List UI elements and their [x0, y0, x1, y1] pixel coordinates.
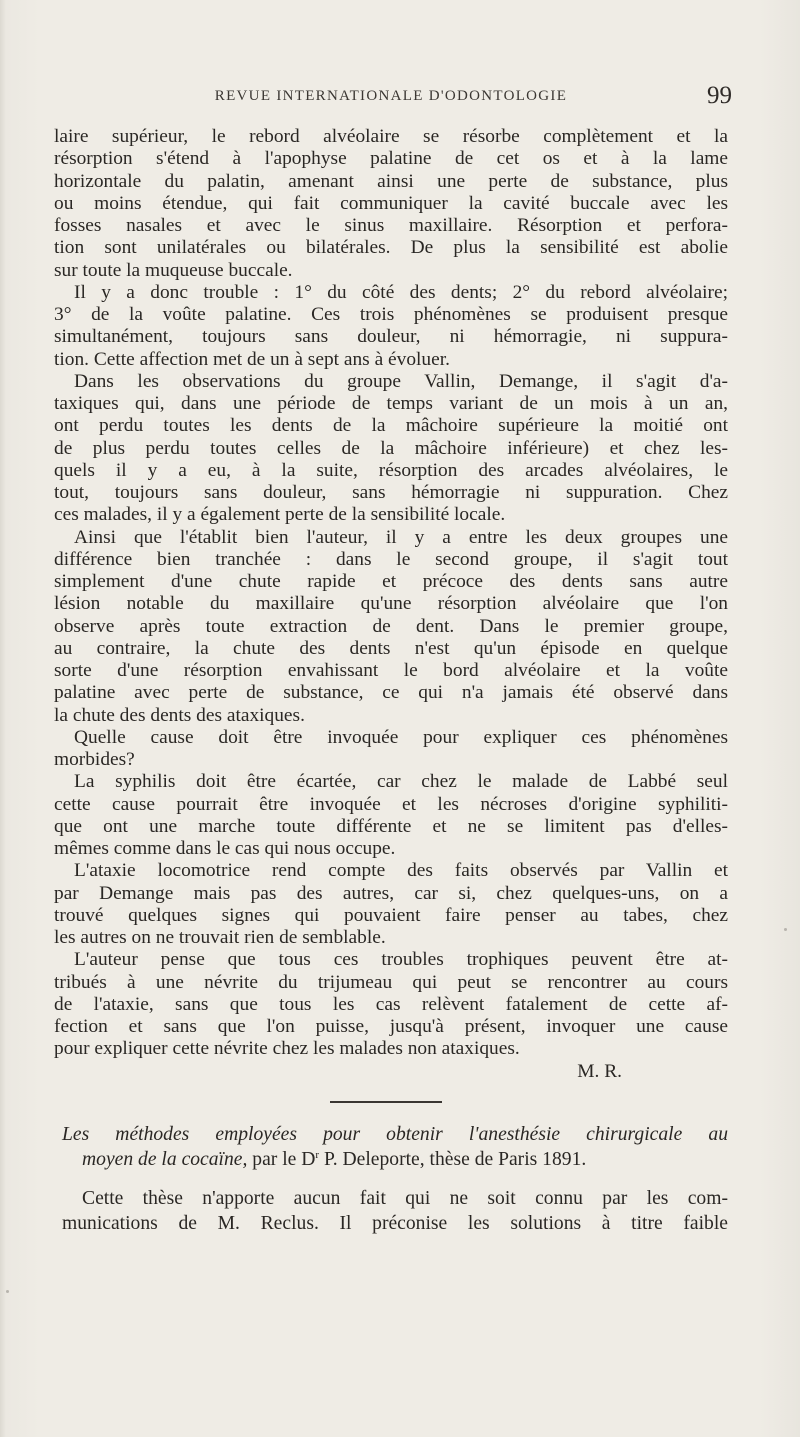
review-citation	[62, 1147, 728, 1172]
citation-details: P. Deleporte, thèse de Paris 1891.	[319, 1149, 587, 1170]
text-line: fosses nasales et avec le sinus maxillaire. Résorption et perfora-	[54, 215, 728, 236]
text-line: ces malades, il y a également perte de la sensibilité locale.	[54, 504, 506, 526]
text-line: tout, toujours sans douleur, sans hémorragie ni suppuration. Chez	[54, 482, 728, 503]
text-line: cette cause pourrait être invoquée et les nécroses d'origine syphiliti-	[54, 793, 728, 815]
text-line: 3° de la voûte palatine. Ces trois phénomènes se produisent presque	[54, 304, 728, 325]
text-line: observe après toute extraction de dent. Dans le premier groupe,	[54, 615, 728, 637]
review-title: Les méthodes employées pour obtenir l'anesthésie chirurgicale au	[62, 1124, 728, 1145]
citation-author-prefix: par le D	[247, 1149, 316, 1170]
text-line: mêmes comme dans le cas qui nous occupe.	[54, 838, 396, 859]
text-line: par Demange mais pas des autres, car si, chez quelques-uns, on a	[54, 882, 728, 904]
text-line: munications de M. Reclus. Il préconise les solutions à titre faible	[62, 1213, 728, 1234]
text-line: sorte d'une résorption envahissant le bord alvéolaire et la voûte	[54, 660, 728, 681]
text-line: les autres on ne trouvait rien de semblable.	[54, 927, 386, 948]
text-line: simplement d'une chute rapide et précoce des dents sans autre	[54, 571, 728, 592]
text-line: sur toute la muqueuse buccale.	[54, 259, 293, 281]
text-line: Quelle cause doit être invoquée pour expliquer ces phénomènes	[74, 726, 728, 748]
text-line: Ainsi que l'établit bien l'auteur, il y a entre les deux groupes une	[74, 526, 728, 548]
text-line: palatine avec perte de substance, ce qui n'a jamais été observé dans	[54, 682, 728, 704]
section-divider	[330, 1101, 442, 1103]
text-line: simultanément, toujours sans douleur, ni hémorragie, ni suppura-	[54, 326, 728, 348]
text-line: pour expliquer cette névrite chez les malades non ataxiques.	[54, 1038, 520, 1060]
text-line: de l'ataxie, sans que tous les cas relèvent fatalement de cette af-	[54, 993, 728, 1015]
text-line: que ont une marche toute différente et ne se limitent pas d'elles-	[54, 815, 728, 837]
text-line: horizontale du palatin, amenant ainsi une perte de substance, plus	[54, 170, 728, 192]
text-line: Dans les observations du groupe Vallin, Demange, il s'agit d'a-	[74, 370, 728, 392]
doctor-superscript: r	[315, 1149, 320, 1161]
text-line: tion sont unilatérales ou bilatérales. De plus la sensibilité est abolie	[54, 237, 728, 259]
page-header	[54, 82, 732, 116]
paper-speck	[6, 1290, 9, 1293]
text-line: ou moins étendue, qui fait communiquer la cavité buccale avec les	[54, 192, 728, 214]
text-line: morbides?	[54, 749, 135, 770]
text-line: laire supérieur, le rebord alvéolaire se résorbe complètement et la	[54, 126, 728, 147]
text-line: tribués à une névrite du trijumeau qui peut se rencontrer au cours	[54, 971, 728, 993]
text-line: tion. Cette affection met de un à sept ans à évoluer.	[54, 348, 450, 370]
text-line: ont perdu toutes les dents de la mâchoire supérieure la moitié ont	[54, 415, 728, 437]
review-title-end: moyen de la cocaïne,	[82, 1149, 248, 1170]
text-line: résorption s'étend à l'apophyse palatine de cet os et à la lame	[54, 148, 728, 170]
text-line: Cette thèse n'apporte aucun fait qui ne soit connu par les com-	[82, 1188, 728, 1209]
running-head: REVUE INTERNATIONALE D'ODONTOLOGIE	[214, 88, 568, 104]
book-review	[62, 1122, 728, 1236]
text-line: au contraire, la chute des dents n'est qu'un épisode en quelque	[54, 637, 728, 659]
page-number: 99	[707, 82, 732, 109]
signature: M. R.	[577, 1060, 622, 1082]
text-line: trouvé quelques signes qui pouvaient faire penser au tabes, chez	[54, 904, 728, 926]
article-body	[54, 126, 728, 1083]
text-line: taxiques qui, dans une période de temps variant de un mois à un an,	[54, 393, 728, 414]
text-line: lésion notable du maxillaire qu'une résorption alvéolaire que l'on	[54, 593, 728, 615]
text-line: différence bien tranchée : dans le second groupe, il s'agit tout	[54, 548, 728, 570]
text-line: de plus perdu toutes celles de la mâchoire inférieure) et chez les-	[54, 437, 728, 459]
text-line: fection et sans que l'on puisse, jusqu'à présent, invoquer une cause	[54, 1016, 728, 1037]
text-line: Il y a donc trouble : 1° du côté des dents; 2° du rebord alvéolaire;	[74, 281, 728, 303]
text-line: L'auteur pense que tous ces troubles trophiques peuvent être at-	[74, 949, 728, 971]
spacer	[62, 1172, 728, 1186]
paper-speck	[784, 928, 787, 931]
text-line: la chute des dents des ataxiques.	[54, 704, 305, 726]
text-line: quels il y a eu, à la suite, résorption des arcades alvéolaires, le	[54, 459, 728, 481]
text-line: La syphilis doit être écartée, car chez le malade de Labbé seul	[74, 771, 728, 793]
text-line: L'ataxie locomotrice rend compte des faits observés par Vallin et	[74, 860, 728, 882]
